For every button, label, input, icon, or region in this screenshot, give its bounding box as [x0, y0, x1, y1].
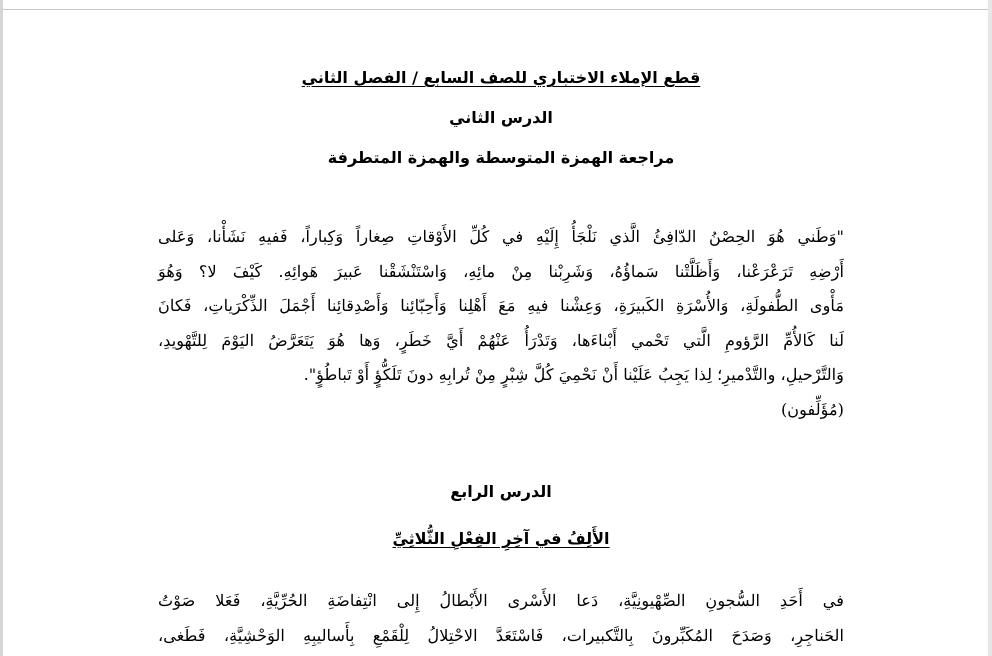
page-right-border — [988, 0, 992, 656]
source-attribution: (مُؤَلِّفون) — [780, 399, 844, 419]
lesson-four-paragraph — [158, 584, 844, 653]
lesson-four-heading: الدرس الرابع — [450, 482, 552, 501]
lesson-two-heading: الدرس الثاني — [449, 108, 553, 127]
page-left-border — [0, 0, 3, 656]
paragraph-line: الحَناجِرِ، وَصَدَحَ المُكَبِّرونَ بِالتَّكبيرات، فَاسْتَعَدَّ الاحْتِلالُ لِلْقَمْعِ بِأَساليبِهِ الوَحْشِيَّةِ، فَطَغى، — [158, 625, 844, 645]
paragraph-line: لَنا كَالأُمِّ الرَّؤومِ الَّتي تَحْمي أَبْناءَها، وَتَدْرَأُ عَنْهُمْ أَيَّ خَطَرٍ، وَها هُوَ يَتَعَرَّضُ اليَوْمَ لِلتَّهْويدِ، — [158, 330, 844, 350]
paragraph-line: وَالتَّرْحيلِ، والتَّدْميرِ؛ لِذا يَجِبُ عَلَيْنا أَنْ نَحْمِيَ كُلَّ شِبْرٍ مِنْ تُرابِهِ دونَ تَلَكُّؤٍ أَوْ تَباطُؤٍ". — [303, 365, 844, 385]
paragraph-line: مَأْوى الطُّفولَةِ، وَالأُسْرَةِ الكَبيرَةِ، وَعِشْنا فيهِ مَعَ أَهْلِنا وَأَحِبّائِنا وَأَصْدِقائِنا أَجْمَلَ الذِّكْرَياتِ، فَكانَ — [158, 296, 844, 316]
lesson-two-paragraph — [158, 220, 844, 428]
paragraph-line: أَرْضِهِ تَرَعْرَعْنا، وَأَظَلَّتْنا سَماؤُهُ، وَشَرِبْنا مِنْ مائِهِ، وَاسْتَنْشَقْنا عَبيرَ هَوائِهِ. كَيْفَ لا؟ وَهُوَ — [158, 261, 844, 281]
document-page — [158, 10, 844, 656]
lesson-four-subheading: الأَلِفُ في آخِرِ الفِعْلِ الثُّلاثِيِّ — [392, 529, 610, 548]
paragraph-line: "وَطَني هُوَ الحِصْنُ الدّافِئُ الَّذي نَلْجَأُ إِلَيْهِ في كُلِّ الأَوْقاتِ صِغاراً وَكِباراً، فَفيهِ نَشَأْنا، وَعَلى — [158, 227, 844, 246]
paragraph-line: في أَحَدِ السُّجونِ الصِّهْيونِيَّةِ، دَعا الأَسْرى الأَبْطالُ إِلى انْتِفاضَةِ الحُرِّيَّةِ، فَعَلا صَوْتُ — [158, 591, 844, 610]
window-top-edge — [0, 0, 992, 10]
main-title: قطع الإملاء الاختباري للصف السابع / الفصل الثاني — [301, 68, 701, 87]
lesson-two-subheading: مراجعة الهمزة المتوسطة والهمزة المتطرفة — [327, 148, 675, 167]
